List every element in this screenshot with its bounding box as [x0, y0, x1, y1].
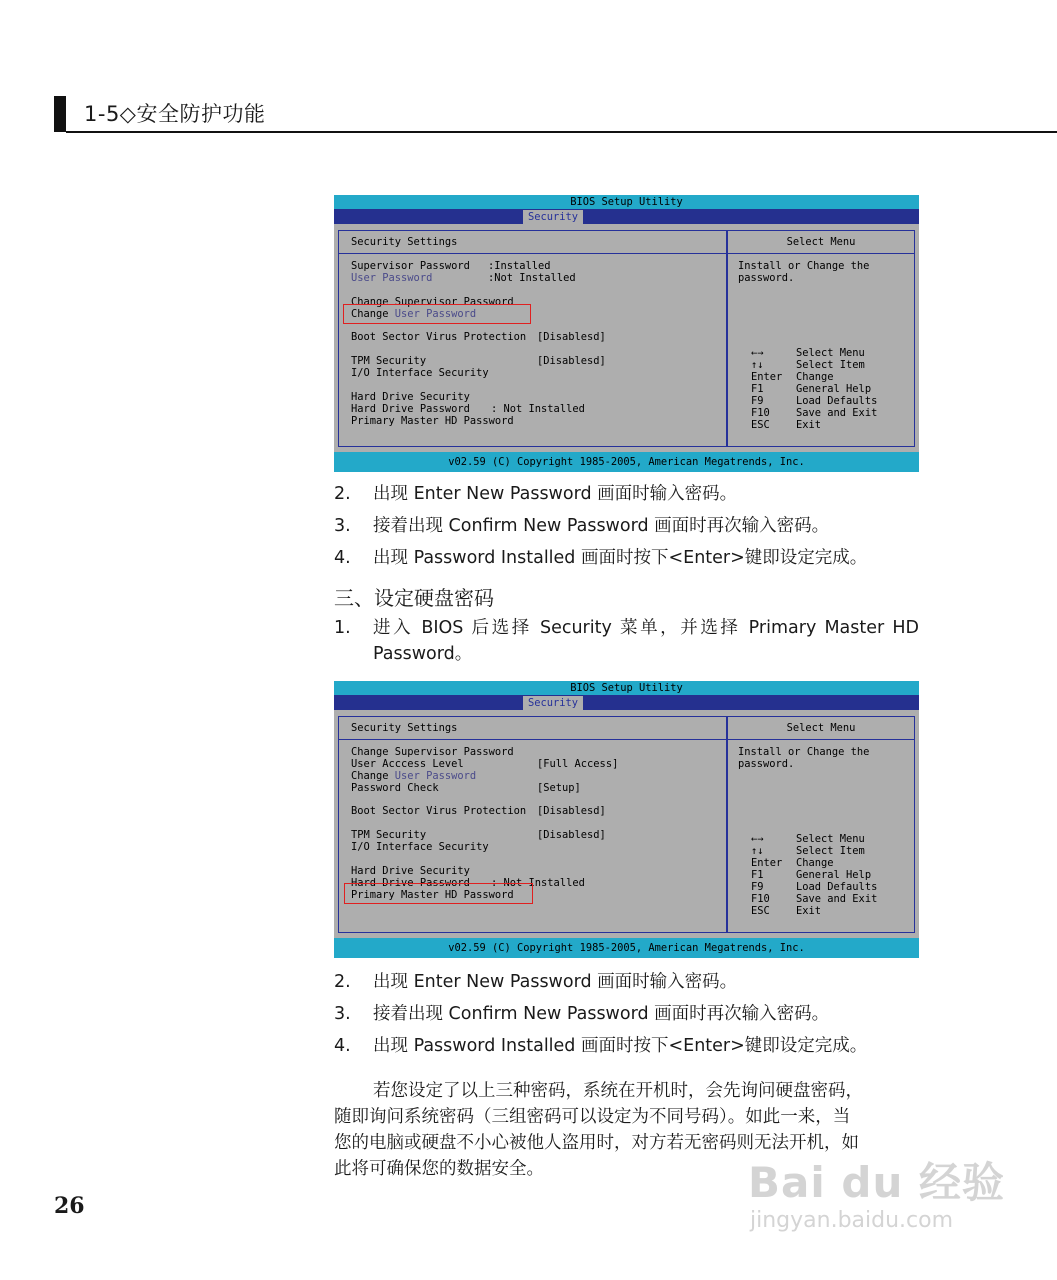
- paragraph-line: 您的电脑或硬盘不小心被他人盗用时，对方若无密码则无法开机，如: [334, 1133, 859, 1153]
- boot-sector-value: [Disablesd]: [537, 331, 606, 343]
- bios-menu-bar: [334, 209, 919, 224]
- help-panel-title: Select Menu: [786, 722, 856, 734]
- f1-key: F1: [751, 383, 764, 395]
- panel-divider: [728, 739, 914, 740]
- step-text: 接着出现 Confirm New Password 画面时再次输入密码。: [373, 516, 830, 536]
- step-number: 4.: [334, 548, 351, 568]
- key-desc: Select Menu: [796, 833, 865, 845]
- user-access-level-label: User Acccess Level: [351, 758, 464, 770]
- step-number: 3.: [334, 1004, 351, 1024]
- bios-screenshot-1: [334, 195, 919, 472]
- f9-key: F9: [751, 395, 764, 407]
- primary-master-hd-password-item: Primary Master HD Password: [351, 889, 514, 901]
- panel-title: Security Settings: [351, 722, 458, 734]
- esc-key: ESC: [751, 905, 770, 917]
- section-header-title: 1-5◇安全防护功能: [84, 102, 266, 126]
- enter-key: Enter: [751, 857, 783, 869]
- key-desc: Select Menu: [796, 347, 865, 359]
- step-text: 出现 Password Installed 画面时按下<Enter>键即设定完成。: [373, 548, 868, 568]
- f9-key: F9: [751, 881, 764, 893]
- highlight-box: [343, 304, 531, 324]
- io-interface-security-item: I/O Interface Security: [351, 367, 489, 379]
- bios-help-panel: [727, 716, 915, 933]
- change-word: Change: [351, 770, 395, 782]
- bios-tab-security: Security: [523, 210, 583, 224]
- supervisor-password-value: :Installed: [488, 260, 551, 272]
- key-desc: General Help: [796, 383, 872, 395]
- bios-help-panel: [727, 230, 915, 447]
- bios-screenshot-2: [334, 681, 919, 958]
- baidu-watermark: [748, 1150, 1005, 1233]
- bios-copyright-footer: v02.59 (C) Copyright 1985-2005, American Megatrends, Inc.: [334, 452, 919, 472]
- bios-menu-bar: [334, 695, 919, 710]
- step-number: 4.: [334, 1036, 351, 1056]
- primary-master-hd-password-item: Primary Master HD Password: [351, 415, 514, 427]
- esc-key: ESC: [751, 419, 770, 431]
- tpm-security-value: [Disablesd]: [537, 355, 606, 367]
- f1-key: F1: [751, 869, 764, 881]
- bios-title-bar: BIOS Setup Utility: [334, 681, 919, 695]
- hard-drive-security-item: Hard Drive Security: [351, 865, 470, 877]
- step-text: 接着出现 Confirm New Password 画面时再次输入密码。: [373, 1004, 830, 1024]
- step-text: 出现 Enter New Password 画面时输入密码。: [373, 972, 738, 992]
- supervisor-password-label: Supervisor Password: [351, 260, 470, 272]
- help-text: Install or Change the password.: [738, 746, 870, 770]
- enter-key: Enter: [751, 371, 783, 383]
- watermark-url: jingyan.baidu.com: [750, 1208, 954, 1233]
- section-heading: 三、设定硬盘密码: [334, 586, 494, 610]
- panel-divider: [339, 739, 726, 740]
- key-desc: Load Defaults: [796, 881, 878, 893]
- hard-drive-password-label: Hard Drive Password: [351, 877, 470, 889]
- bios-settings-panel: [338, 230, 727, 447]
- user-password-label: User Password: [351, 272, 433, 284]
- key-desc: Change: [796, 371, 834, 383]
- step-text: 进入 BIOS 后选择 Security 菜单，并选择 Primary Master HD: [373, 618, 919, 638]
- key-desc: Save and Exit: [796, 893, 878, 905]
- key-desc: Change: [796, 857, 834, 869]
- key-desc: Exit: [796, 419, 822, 431]
- key-desc: Select Item: [796, 845, 865, 857]
- step-text-cont: Password。: [373, 644, 473, 664]
- hard-drive-password-value: : Not Installed: [491, 403, 585, 415]
- step-number: 3.: [334, 516, 351, 536]
- paragraph-line: 此将可确保您的数据安全。: [334, 1159, 544, 1179]
- help-panel-title: Select Menu: [786, 236, 856, 248]
- tpm-security-label: TPM Security: [351, 355, 427, 367]
- arrow-ud-key: ↑↓: [751, 359, 764, 371]
- password-check-value: [Setup]: [537, 782, 581, 794]
- key-desc: Select Item: [796, 359, 865, 371]
- arrow-ud-key: ↑↓: [751, 845, 764, 857]
- io-interface-security-item: I/O Interface Security: [351, 841, 489, 853]
- step-number: 2.: [334, 484, 351, 504]
- change-supervisor-password-item: Change Supervisor Password: [351, 296, 514, 308]
- step-text: 出现 Password Installed 画面时按下<Enter>键即设定完成。: [373, 1036, 868, 1056]
- header-rule: [66, 131, 1057, 133]
- header-accent-bar: [54, 96, 66, 132]
- key-desc: Save and Exit: [796, 407, 878, 419]
- boot-sector-label: Boot Sector Virus Protection: [351, 805, 527, 817]
- bios-tab-security: Security: [523, 696, 583, 710]
- user-password-word: User Password: [394, 308, 477, 320]
- change-user-password-item: [351, 770, 476, 782]
- boot-sector-value: [Disablesd]: [537, 805, 606, 817]
- help-text: Install or Change the password.: [738, 260, 870, 284]
- key-desc: Exit: [796, 905, 822, 917]
- key-desc: Load Defaults: [796, 395, 878, 407]
- key-desc: General Help: [796, 869, 872, 881]
- step-number: 1.: [334, 618, 351, 638]
- hard-drive-password-label: Hard Drive Password: [351, 403, 470, 415]
- bios-copyright-footer: v02.59 (C) Copyright 1985-2005, American Megatrends, Inc.: [334, 938, 919, 958]
- user-access-level-value: [Full Access]: [537, 758, 619, 770]
- hard-drive-security-item: Hard Drive Security: [351, 391, 470, 403]
- f10-key: F10: [751, 893, 770, 905]
- tpm-security-value: [Disablesd]: [537, 829, 606, 841]
- change-supervisor-password-item: Change Supervisor Password: [351, 746, 514, 758]
- panel-divider: [728, 253, 914, 254]
- panel-title: Security Settings: [351, 236, 458, 248]
- hard-drive-password-value: : Not Installed: [491, 877, 585, 889]
- step-text: 出现 Enter New Password 画面时输入密码。: [373, 484, 738, 504]
- watermark-logo-text: Bai du 经验: [748, 1158, 1005, 1207]
- change-word: Change: [351, 308, 395, 320]
- paragraph-line: 若您设定了以上三种密码，系统在开机时，会先询问硬盘密码，: [373, 1081, 863, 1101]
- password-check-label: Password Check: [351, 782, 439, 794]
- paragraph-line: 随即询问系统密码（三组密码可以设定为不同号码）。如此一来，当: [334, 1107, 851, 1127]
- highlight-box: [344, 883, 533, 904]
- tpm-security-label: TPM Security: [351, 829, 427, 841]
- panel-divider: [339, 253, 726, 254]
- bios-title-bar: BIOS Setup Utility: [334, 195, 919, 209]
- arrow-lr-key: ←→: [751, 347, 764, 359]
- arrow-lr-key: ←→: [751, 833, 764, 845]
- page-number: 26: [54, 1193, 85, 1219]
- user-password-word: User Password: [394, 770, 477, 782]
- step-number: 2.: [334, 972, 351, 992]
- user-password-value: :Not Installed: [488, 272, 576, 284]
- boot-sector-label: Boot Sector Virus Protection: [351, 331, 527, 343]
- f10-key: F10: [751, 407, 770, 419]
